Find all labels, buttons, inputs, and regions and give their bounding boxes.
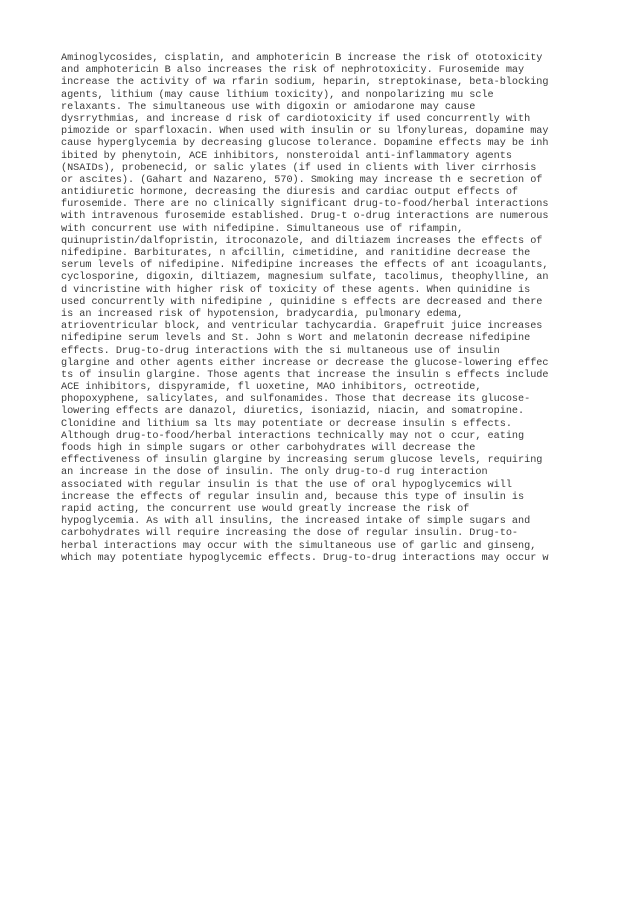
text-line: atrioventricular block, and ventricular tachycardia. Grapefruit juice increases — [61, 321, 543, 333]
text-line: is an increased risk of hypotension, bradycardia, pulmonary edema, — [61, 308, 464, 320]
body-text — [61, 53, 581, 565]
text-line: effectiveness of insulin glargine by increasing serum glucose levels, requiring — [61, 455, 543, 467]
text-line: which may potentiate hypoglycemic effects. Drug-to-drug interactions may occur w — [61, 552, 549, 564]
text-line: glargine and other agents either increase or decrease the glucose-lowering effec — [61, 357, 549, 369]
text-line: hypoglycemia. As with all insulins, the increased intake of simple sugars and — [61, 516, 531, 528]
text-line: associated with regular insulin is that the use of oral hypoglycemics will — [61, 479, 512, 491]
text-line: dysrrythmias, and increase d risk of cardiotoxicity if used concurrently with — [61, 113, 531, 125]
text-line: nifedipine. Barbiturates, n afcillin, cimetidine, and ranitidine decrease the — [61, 248, 531, 259]
text-line: ibited by phenytoin, ACE inhibitors, nonsteroidal anti-inflammatory agents — [61, 150, 512, 162]
text-line: relaxants. The simultaneous use with digoxin or amiodarone may cause — [61, 101, 476, 113]
text-line: and amphotericin B also increases the risk of nephrotoxicity. Furosemide may — [61, 65, 525, 77]
text-line: agents, lithium (may cause lithium toxicity), and nonpolarizing mu scle — [61, 89, 494, 101]
text-line: used concurrently with nifedipine , quinidine s effects are decreased and there — [61, 296, 543, 308]
text-line: pimozide or sparfloxacin. When used with insulin or su lfonylureas, dopamine may — [61, 126, 549, 138]
text-line: Clonidine and lithium sa lts may potentiate or decrease insulin s effects. — [61, 418, 512, 430]
text-line: cause hyperglycemia by decreasing glucose tolerance. Dopamine effects may be inh — [61, 138, 549, 150]
text-line: Although drug-to-food/herbal interactions technically may not o ccur, eating — [61, 430, 525, 442]
text-line: nifedipine serum levels and St. John s Wort and melatonin decrease nifedipine — [61, 333, 531, 345]
text-line: herbal interactions may occur with the simultaneous use of garlic and ginseng, — [61, 540, 537, 552]
text-line: phopoxyphene, salicylates, and sulfonamides. Those that decrease its glucose- — [61, 394, 531, 406]
text-line: effects. Drug-to-drug interactions with the si multaneous use of insulin — [61, 345, 500, 357]
text-line: increase the effects of regular insulin and, because this type of insulin is — [61, 491, 525, 503]
text-line: d vincristine with higher risk of toxicity of these agents. When quinidine is — [61, 284, 531, 296]
text-line: foods high in simple sugars or other carbohydrates will decrease the — [61, 443, 476, 454]
text-line: increase the activity of wa rfarin sodium, heparin, streptokinase, beta-blocking — [61, 77, 549, 89]
text-line: ts of insulin glargine. Those agents that increase the insulin s effects include — [61, 369, 549, 381]
text-line: Aminoglycosides, cisplatin, and amphotericin B increase the risk of ototoxicity — [61, 53, 543, 64]
text-line: or ascites). (Gahart and Nazareno, 570). Smoking may increase th e secretion of — [61, 174, 543, 186]
text-line: rapid acting, the concurrent use would greatly increase the risk of — [61, 503, 470, 515]
text-line: with intravenous furosemide established. Drug-t o-drug interactions are numerous — [61, 211, 549, 223]
text-line: furosemide. There are no clinically significant drug-to-food/herbal interactions — [61, 199, 549, 211]
text-line: an increase in the dose of insulin. The only drug-to-d rug interaction — [61, 467, 488, 479]
text-line: quinupristin/dalfopristin, itroconazole, and diltiazem increases the effects of — [61, 235, 543, 247]
text-line: serum levels of nifedipine. Nifedipine increases the effects of ant icoagulants, — [61, 260, 549, 272]
text-line: cyclosporine, digoxin, diltiazem, magnesium sulfate, tacolimus, theophylline, an — [61, 272, 549, 284]
text-line: antidiuretic hormone, decreasing the diuresis and cardiac output effects of — [61, 187, 519, 199]
text-line: ACE inhibitors, dispyramide, fl uoxetine, MAO inhibitors, octreotide, — [61, 382, 482, 394]
text-line: (NSAIDs), probenecid, or salic ylates (if used in clients with liver cirrhosis — [61, 162, 537, 174]
text-line: lowering effects are danazol, diuretics, isoniazid, niacin, and somatropine. — [61, 406, 525, 418]
text-line: carbohydrates will require increasing the dose of regular insulin. Drug-to- — [61, 528, 519, 540]
text-line: with concurrent use with nifedipine. Simultaneous use of rifampin, — [61, 223, 464, 235]
